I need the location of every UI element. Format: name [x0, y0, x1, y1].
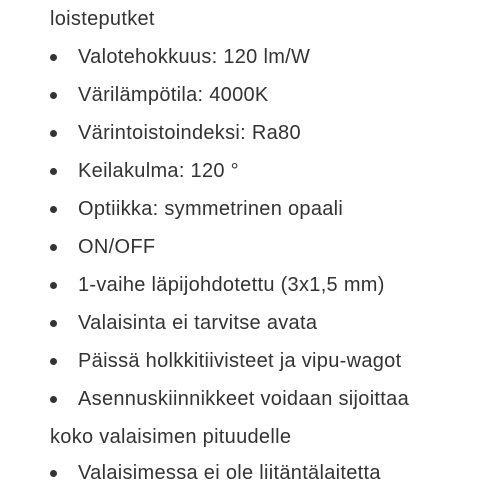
list-item: [0, 38, 480, 76]
list-item-text: 1-vaihe läpijohdotettu (3x1,5 mm): [78, 274, 385, 296]
list-item: [0, 152, 480, 190]
list-item: [0, 304, 480, 342]
list-item: [0, 342, 480, 380]
bullet-dot-icon: [50, 168, 57, 175]
list-item: [0, 380, 480, 418]
bullet-dot-icon: [50, 130, 57, 137]
list-item: [0, 454, 480, 480]
list-item-text: Värilämpötila: 4000K: [78, 84, 269, 106]
list-item: [0, 190, 480, 228]
bullet-dot-icon: [50, 320, 57, 327]
list-item: [0, 266, 480, 304]
list-item-text: ON/OFF: [78, 236, 156, 258]
list-item: [0, 76, 480, 114]
bullet-dot-icon: [50, 54, 57, 61]
bullet-dot-icon: [50, 92, 57, 99]
list-item-text: Valaisinta ei tarvitse avata: [78, 312, 318, 334]
bullet-dot-icon: [50, 470, 57, 477]
bullet-dot-icon: [50, 244, 57, 251]
continuation-text: koko valaisimen pituudelle: [50, 426, 292, 448]
bullet-dot-icon: [50, 358, 57, 365]
list-item-text: Päissä holkkitiivisteet ja vipu-wagot: [78, 350, 402, 372]
list-item-text: Valotehokkuus: 120 lm/W: [78, 46, 311, 68]
list-item-text: Asennuskiinnikkeet voidaan sijoittaa: [78, 388, 409, 410]
list-item-text: Valaisimessa ei ole liitäntälaitetta: [78, 462, 381, 480]
bullet-dot-icon: [50, 282, 57, 289]
list-item: [0, 114, 480, 152]
bullet-dot-icon: [50, 396, 57, 403]
bullet-dot-icon: [50, 206, 57, 213]
list-item-text: Optiikka: symmetrinen opaali: [78, 198, 344, 220]
intro-fragment: loisteputket: [50, 8, 155, 30]
list-item-text: Keilakulma: 120 °: [78, 160, 239, 182]
list-item-text: Värintoistoindeksi: Ra80: [78, 122, 301, 144]
list-item: [0, 228, 480, 266]
